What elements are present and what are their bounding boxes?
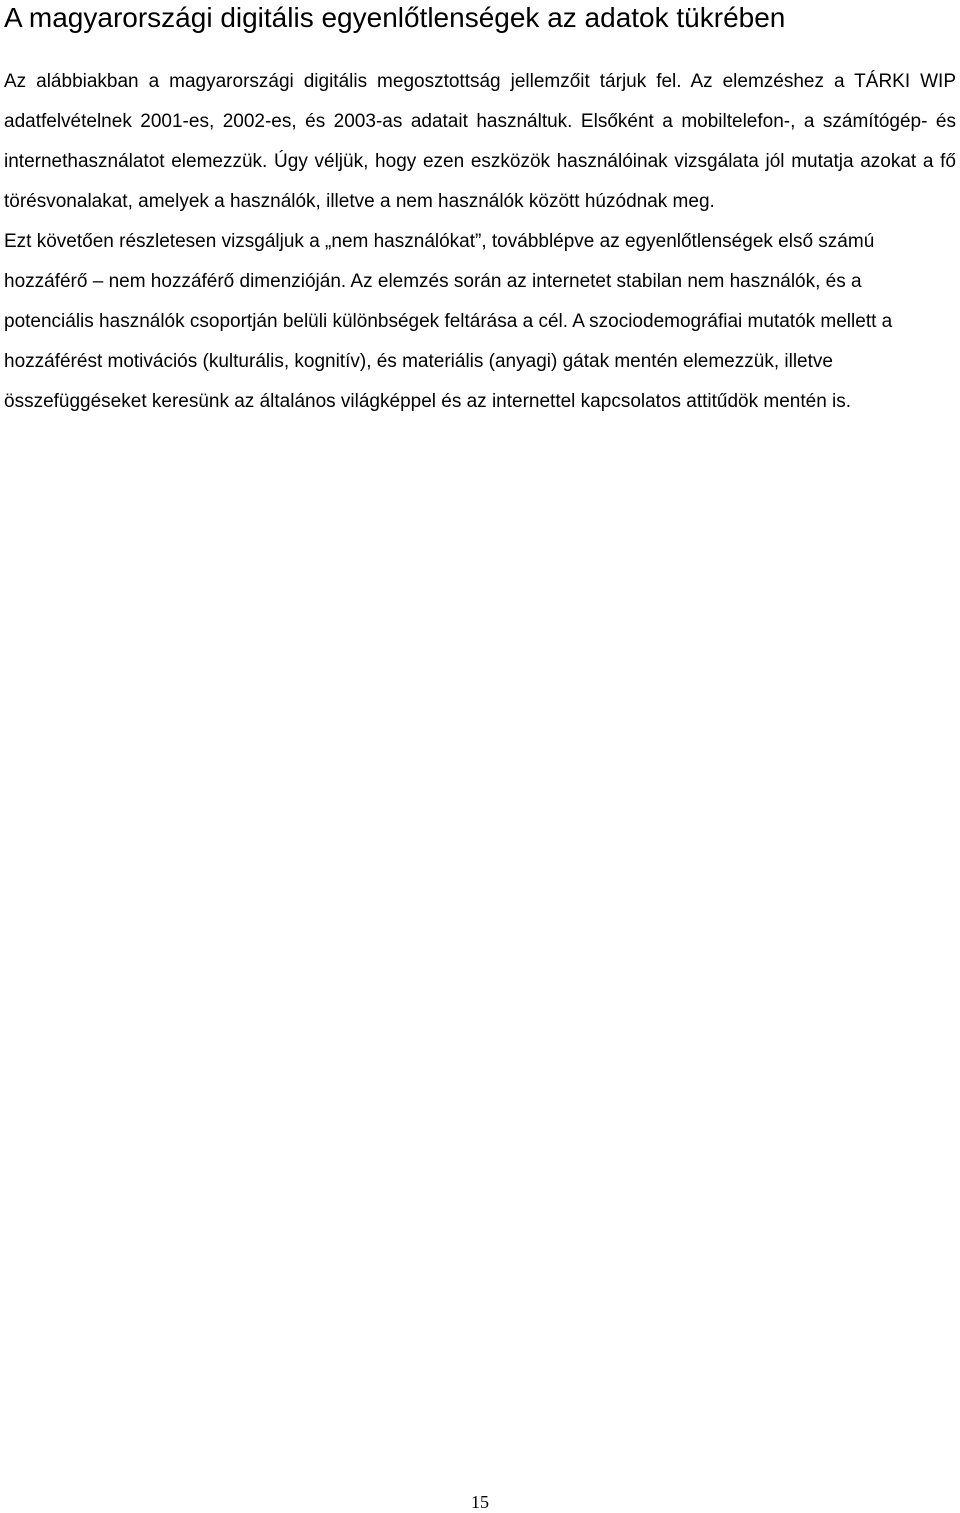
body-text [4,62,956,422]
paragraph-non-users: Ezt követően részletesen vizsgáljuk a „nem használókat”, továbblépve az egyenlőtlenségek első számú hozzáférő – nem hozzáférő dimenzióján. Az elemzés során az internetet stabilan nem használók, és a potenciális használók csoportján belüli különbségek feltárása a cél. A szociodemográfiai mutatók mellett a hozzáférést motivációs (kulturális, kognitív), és materiális (anyagi) gátak mentén elemezzük, illetve összefüggéseket keresünk az általános világképpel és az internettel kapcsolatos attitűdök mentén is. [4,231,893,412]
paragraph-intro: Az alábbiakban a magyarországi digitális megosztottság jellemzőit tárjuk fel. Az elemzéshez a TÁRKI WIP adatfelvételnek 2001-es, 2002-es, és 2003-as adatait használtuk. Elsőként a mobiltelefon-, a számítógép- és internethasználatot elemezzük. Úgy véljük, hogy ezen eszközök használóinak vizsgálata jól mutatja azokat a fő törésvonalakat, amelyek a használók, illetve a nem használók között húzódnak meg. [4,71,956,212]
page-title: A magyarországi digitális egyenlőtlenségek az adatok tükrében [4,2,786,33]
page-number: 15 [471,1492,489,1512]
